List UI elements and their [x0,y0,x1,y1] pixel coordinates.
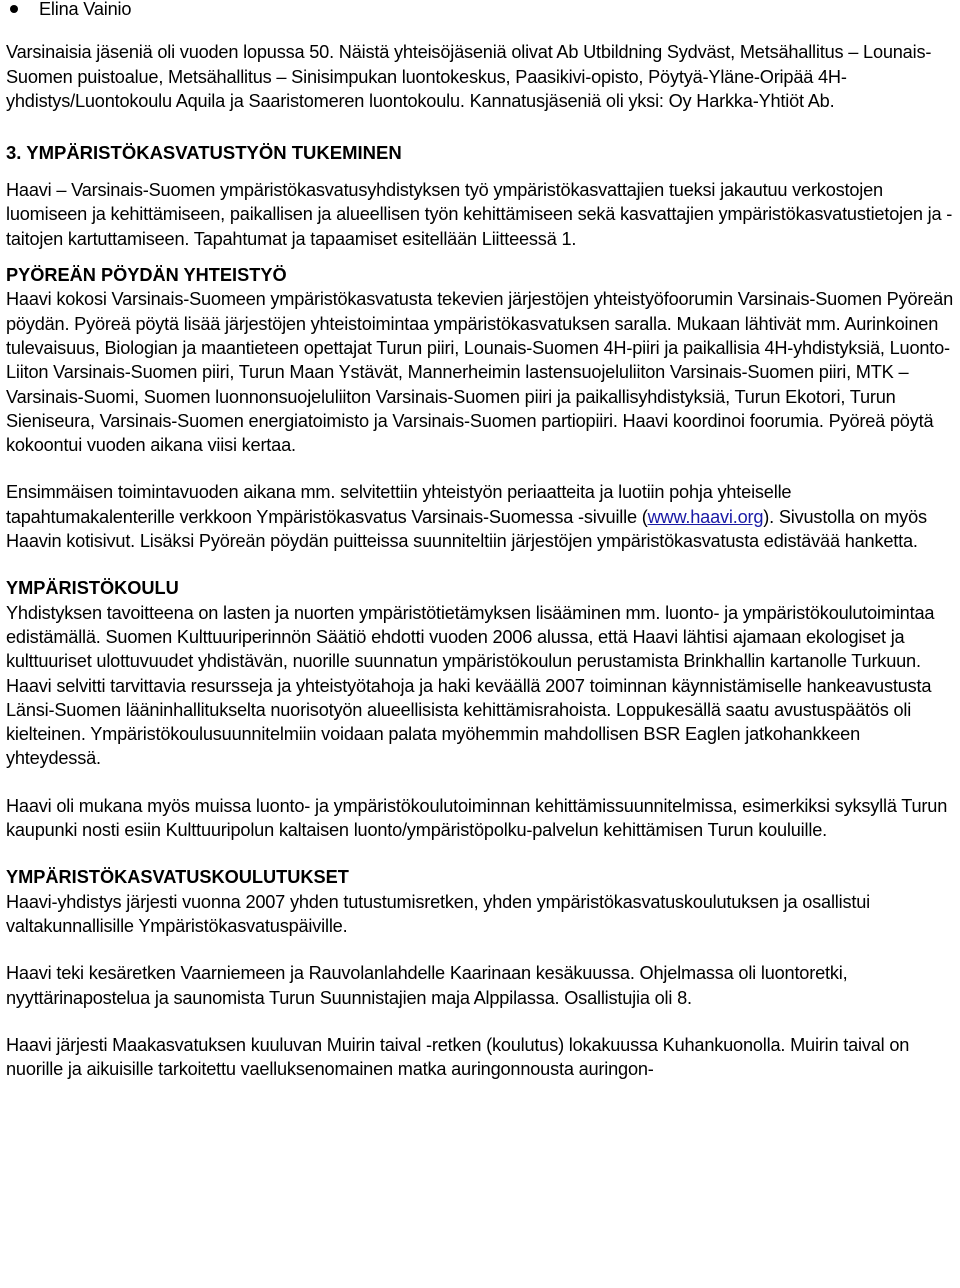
round-table-paragraph-1: Haavi kokosi Varsinais-Suomeen ympäristökasvatusta tekevien järjestöjen yhteistyöfoorumin Varsinais-Suomen Pyöreän pöydän. Pyöreä pöytä lisää järjestöjen yhteistoimintaa ympäristökasvatuksen saralla. Mukaan lähtivät mm. Aurinkoinen tulevaisuus, Biologian ja maantieteen opettajat Turun piiri, Lounais-Suomen 4H-piiri ja paikallisia 4H-yhdistyksiä, Luonto-Liiton Varsinais-Suomen piiri, Turun Maan Ystävät, Mannerheimin lastensuojeluliiton Varsinais-Suomen piiri, MTK – Varsinais-Suomi, Suomen luonnonsuojeluliiton Varsinais-Suomen piiri ja paikallisyhdistyksiä, Turun Ekotori, Turun Sieniseura, Varsinais-Suomen energiatoimisto ja Varsinais-Suomen partiopiiri. Haavi koordinoi foorumia. Pyöreä pöytä kokoontui vuoden aikana viisi kertaa. [6,289,953,456]
document-page [6,0,954,1081]
round-table-text-before-link: Ensimmäisen toimintavuoden aikana mm. selvitettiin yhteistyön periaatteita ja luotiin pohja yhteiselle tapahtumakalenterille verkkoon Ympäristökasvatus Varsinais-Suomessa -sivuille ( [6,482,792,527]
members-paragraph: Varsinaisia jäseniä oli vuoden lopussa 50. Näistä yhteisöjäseniä olivat Ab Utbildning Sydväst, Metsähallitus – Lounais-Suomen puistoalue, Metsähallitus – Sinisimpukan luontokeskus, Paasikivi-opisto, Pöytyä-Yläne-Oripää 4H-yhdistys/Luontokoulu Aquila ja Saaristomeren luontokoulu. Kannatusjäseniä oli yksi: Oy Harkka-Yhtiöt Ab. [6,42,932,111]
training-paragraph-2: Haavi teki kesäretken Vaarniemeen ja Rauvolanlahdelle Kaarinaan kesäkuussa. Ohjelmassa oli luontoretki, nyyttärinapostelua ja saunomista Turun Suunnistajien maja Alppilassa. Osallistujia oli 8. [6,963,848,1008]
section-3-paragraph: Haavi – Varsinais-Suomen ympäristökasvatusyhdistyksen työ ympäristökasvattajien tueksi jakautuu verkostojen luomiseen ja kehittämiseen, paikallisen ja alueellisen työn kehittämiseen sekä kasvattajien ympäristökasvatustietojen ja -taitojen kartuttamiseen. Tapahtumat ja tapaamiset esitellään Liitteessä 1. [6,180,953,249]
training-heading: YMPÄRISTÖKASVATUSKOULUTUKSET [6,867,349,888]
bullet-name: Elina Vainio [39,0,132,19]
bullet-icon [10,5,18,13]
list-item [6,0,954,21]
round-table-text-after-link: ). Sivustolla on myös Haavin kotisivut. Lisäksi Pyöreän pöydän puitteissa suunniteltiin järjestöjen ympäristökasvatusta edistävää hanketta. [6,506,927,552]
round-table-paragraph-2 [6,480,954,553]
school-paragraph-2: Haavi oli mukana myös muissa luonto- ja ympäristökoulutoiminnan kehittämissuunnitelmissa, esimerkiksi syksyllä Turun kaupunki nosti esiin Kulttuuripolun kaltaisen luonto/ympäristöpolku-palvelun kehittämisen Turun kouluille. [6,795,948,841]
haavi-website-link[interactable]: www.haavi.org [647,506,764,527]
school-paragraph-1: Yhdistyksen tavoitteena on lasten ja nuorten ympäristötietämyksen lisääminen mm. luonto- ja ympäristökoulutoimintaa edistämällä. Suomen Kulttuuriperinnön Säätiö ehdotti vuoden 2006 alussa, että Haavi lähtisi ajamaan ekologiset ja kulttuuriset ulottuvuudet yhdistävän, nuorille suunnatun ympäristökoulun perustamista Brinkhallin kartanolle Turkuun. Haavi selvitti tarvittavia resursseja ja yhteistyötahoja ja haki keväällä 2007 toiminnan käynnistämiselle hankeavustusta Länsi-Suomen lääninhallitukselta nuorisotyön alueellisista kehittämisrahoista. Loppukesällä saatu avustuspäätös oli kielteinen. Ympäristökoulusuunnitelmiin voidaan palata myöhemmin mahdollisen BSR Eaglen jatkohankkeen yhteydessä. [6,602,935,769]
round-table-heading: PYÖREÄN PÖYDÄN YHTEISTYÖ [6,265,287,286]
section-3-title: 3. YMPÄRISTÖKASVATUSTYÖN TUKEMINEN [6,142,402,164]
training-paragraph-3: Haavi järjesti Maakasvatuksen kuuluvan Muirin taival -retken (koulutus) lokakuussa Kuhankuonolla. Muirin taival on nuorille ja aikuisille tarkoitettu vaelluksenomainen matka auringonnousta auringon- [6,1034,910,1080]
school-heading: YMPÄRISTÖKOULU [6,578,179,599]
training-paragraph-1: Haavi-yhdistys järjesti vuonna 2007 yhden tutustumisretken, yhden ympäristökasvatuskoulutuksen ja osallistui valtakunnallisille Ympäristökasvatuspäiville. [6,891,870,936]
